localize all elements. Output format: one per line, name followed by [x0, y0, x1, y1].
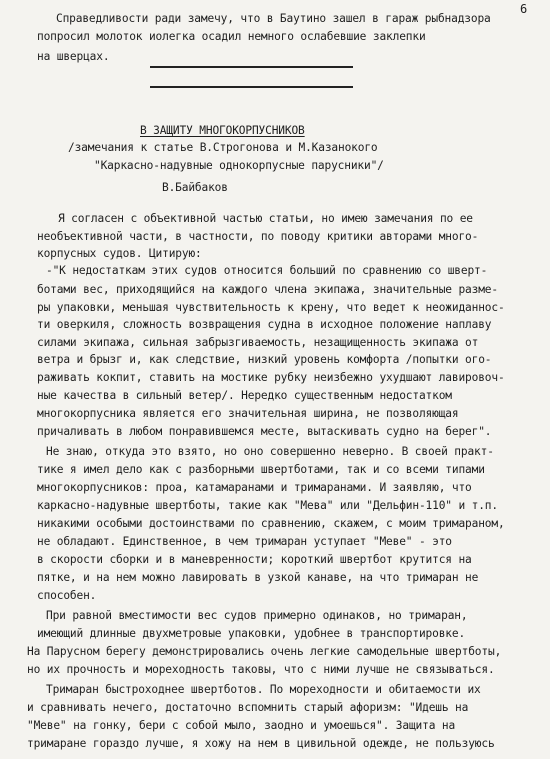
article-subtitle: "Каркасно-надувные однокорпусные парусники"/: [94, 159, 384, 172]
text-line: силами экипажа, сильная забрызгиваемость, незащищенность экипажа от: [37, 336, 479, 349]
text-line: многокорпусников: проа, катамаранами и тримаранами. И заявляю, что: [37, 481, 472, 494]
text-line: на шверцах.: [37, 50, 110, 63]
text-line: ры упаковки, меньшая чувствительность к крену, что ведет к неожиданнос-: [37, 301, 505, 314]
text-line: попросил молоток иолегка осадил немного ослабевшие заклепки: [37, 30, 426, 43]
separator-line: [150, 66, 353, 68]
text-line: пятке, и на нем можно лавировать в узкой канаве, на что тримаран не: [37, 571, 479, 584]
article-author: В.Байбаков: [162, 181, 228, 194]
text-line: имеющий длинные двухметровые упаковки, удобнее в транспортировке.: [37, 627, 466, 640]
text-line: и сравнивать нечего, достаточно вспомнить старый афоризм: "Идешь на: [27, 701, 469, 714]
text-line: причаливать в любом понравившемся месте, вытаскивать судно на берег".: [37, 425, 492, 438]
text-line: в скорости сборки и в маневренности; короткий швертбот крутится на: [37, 553, 472, 566]
text-line: ти оверкиля, сложность возвращения судна в исходное положение наплаву: [37, 318, 492, 331]
text-line: не обладают. Единственное, в чем тримаран уступает "Меве" - это: [37, 535, 452, 548]
article-title: В ЗАЩИТУ МНОГОКОРПУСНИКОВ: [140, 124, 305, 137]
text-line: корпусных судов. Цитирую:: [37, 247, 202, 260]
page-number: 6: [520, 2, 528, 16]
text-line: Справедливости ради замечу, что в Баутино зашел в гараж рыбнадзора: [56, 12, 491, 25]
text-line: "Меве" на гонку, бери с собой мыло, заодно и умоешься". Защита на: [27, 719, 456, 732]
text-line: никакими особыми достоинствами по сравнению, скажем, с моим тримараном,: [37, 517, 505, 530]
text-line: При равной вместимости вес судов примерно одинаков, но тримаран,: [46, 609, 468, 622]
text-line: тримаране гораздо лучше, я хожу на нем в цивильной одежде, не пользуюсь: [27, 737, 495, 750]
text-line: раживать кокпит, ставить на мостике рубку неизбежно ухудшают лавировоч-: [37, 371, 505, 384]
text-line: ветра и брызг и, как следствие, низкий уровень комфорта /попытки ого-: [37, 353, 492, 366]
text-line: Тримаран быстроходнее швертботов. По мореходности и обитаемости их: [46, 683, 481, 696]
text-line: необъективной части, в частности, по поводу критики авторами много-: [37, 230, 479, 243]
separator-line: [150, 86, 353, 88]
article-subtitle: /замечания к статье В.Строгонова и М.Казанокого: [68, 141, 378, 154]
text-line: На Парусном берегу демонстрировались очень легкие самодельные швертботы,: [27, 645, 502, 658]
text-line: многокорпусника является его значительная ширина, не позволяющая: [37, 407, 459, 420]
text-line: способен.: [37, 589, 97, 602]
text-line: тике я имел дело как с разборными швертботами, так и со всеми типами: [37, 463, 485, 476]
text-line: Я согласен с объективной частью статьи, но имею замечания по ее: [58, 212, 473, 225]
text-line: ные качества в сильный ветер/. Нередко существенным недостатком: [37, 389, 452, 402]
text-line: каркасно-надувные швертботы, такие как "Мева" или "Дельфин-110" и т.п.: [37, 499, 498, 512]
text-line: Не знаю, откуда это взято, но оно совершенно неверно. В своей практ-: [46, 445, 494, 458]
text-line: ботами вес, приходящийся на каждого члена экипажа, значительные разме-: [37, 283, 498, 296]
text-line: -"К недостаткам этих судов относится больший по сравнению со шверт-: [46, 264, 488, 277]
text-line: но их прочность и мореходность таковы, что с ними лучше не связываться.: [27, 663, 495, 676]
